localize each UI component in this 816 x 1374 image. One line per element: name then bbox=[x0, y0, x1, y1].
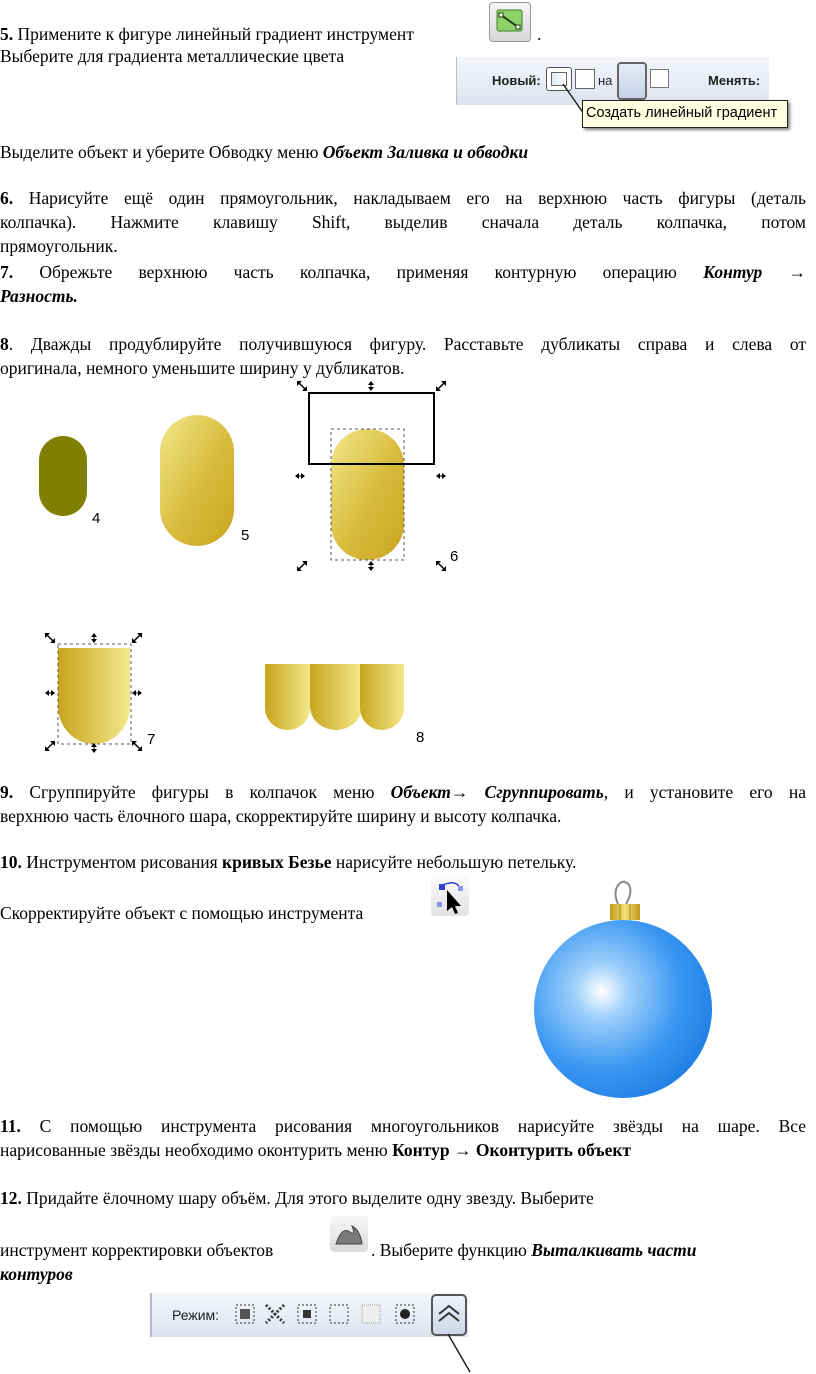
tweak-tool-icon[interactable] bbox=[330, 1216, 368, 1252]
mode-scatter-icon[interactable] bbox=[266, 1305, 284, 1323]
step9-line1: 9. Сгруппируйте фигуры в колпачок меню Объект→ Сгруппировать, и установите его на bbox=[0, 782, 806, 802]
step5-line1 bbox=[0, 22, 414, 46]
gradient-tool-icon[interactable] bbox=[489, 2, 531, 42]
step7-line1: 7. Обрежьте верхнюю часть колпачка, применяя контурную операцию Контур → bbox=[0, 262, 806, 282]
mode-move-icon[interactable] bbox=[236, 1305, 254, 1323]
mode-grow-icon[interactable] bbox=[330, 1305, 348, 1323]
figure-label-7: 7 bbox=[147, 731, 156, 748]
step9-line2: верхнюю часть ёлочного шара, скорректируйте ширину и высоту колпачка. bbox=[0, 806, 562, 826]
step8-line2: оригинала, немного уменьшите ширину у дубликатов. bbox=[0, 358, 405, 378]
step-number: 5. bbox=[0, 24, 14, 44]
node-edit-tool-icon[interactable] bbox=[431, 876, 469, 916]
step5-line2: Выберите для градиента металлические цвета bbox=[0, 46, 345, 66]
mode-rotate-icon[interactable] bbox=[362, 1305, 380, 1323]
step10-line2: Скорректируйте объект с помощью инструмента bbox=[0, 903, 364, 923]
step11-line2: нарисованные звёзды необходимо оконтурить меню Контур → Оконтурить объект bbox=[0, 1140, 632, 1160]
toolbar-new-label: Новый: bbox=[492, 73, 541, 88]
figure-label-8: 8 bbox=[416, 729, 425, 746]
cap-duplicate-left bbox=[265, 664, 310, 730]
figure-label-5: 5 bbox=[241, 527, 250, 544]
stroke-target-button[interactable] bbox=[650, 69, 669, 88]
gold-pill-shape bbox=[160, 415, 234, 546]
step6-line1: 6. Нарисуйте ещё один прямоугольник, накладываем его на верхнюю часть фигуры (деталь bbox=[0, 188, 806, 208]
step6-line2: колпачка). Нажмите клавишу Shift, выделив сначала деталь колпачка, потом bbox=[0, 212, 806, 232]
step10-line1: 10. Инструментом рисования кривых Безье нарисуйте небольшую петельку. bbox=[0, 852, 577, 872]
gradient-target-button[interactable] bbox=[617, 62, 647, 100]
cap-figures bbox=[0, 380, 816, 760]
push-parts-button[interactable] bbox=[431, 1294, 467, 1336]
step5-text: Примените к фигуре линейный градиент инструмент bbox=[17, 24, 414, 44]
step7-line2: Разность. bbox=[0, 286, 78, 306]
olive-pill-shape bbox=[39, 436, 87, 516]
mode-shrink-icon[interactable] bbox=[298, 1305, 316, 1323]
mode-buttons bbox=[232, 1296, 432, 1336]
toolbar-change-label: Менять: bbox=[708, 73, 761, 88]
step12-line1: 12. Придайте ёлочному шару объём. Для этого выделите одну звезду. Выберите bbox=[0, 1188, 594, 1208]
step12-line3: контуров bbox=[0, 1264, 73, 1284]
loop-hanger bbox=[616, 882, 631, 904]
toolbar-on-label: на bbox=[598, 73, 613, 88]
menu-path: Объект Заливка и обводки bbox=[322, 142, 529, 162]
tooltip-text: Создать линейный градиент bbox=[586, 105, 778, 121]
figure-label-6: 6 bbox=[450, 548, 459, 565]
mode-duplicate-icon[interactable] bbox=[396, 1305, 414, 1323]
cut-cap-shape bbox=[58, 648, 130, 744]
step12-line2a: инструмент корректировки объектов bbox=[0, 1240, 274, 1260]
mode-label: Режим: bbox=[172, 1307, 220, 1323]
christmas-ball bbox=[525, 878, 725, 1098]
step8-line1: 8. Дважды продублируйте получившуюся фигуру. Расставьте дубликаты справа и слева от bbox=[0, 334, 806, 354]
figure-label-4: 4 bbox=[92, 510, 101, 527]
gold-pill-selected bbox=[331, 429, 404, 560]
step12-line2b: . Выберите функцию Выталкивать части bbox=[371, 1240, 697, 1260]
ball-sphere bbox=[534, 920, 712, 1098]
period: . bbox=[537, 24, 542, 44]
cap-duplicate-right bbox=[360, 664, 404, 730]
step5-line3: Выделите объект и уберите Обводку меню Объект Заливка и обводки bbox=[0, 142, 529, 162]
step6-line3: прямоугольник. bbox=[0, 236, 118, 256]
ball-cap bbox=[610, 904, 640, 920]
step11-line1: 11. С помощью инструмента рисования многоугольников нарисуйте звёзды на шаре. Все bbox=[0, 1116, 806, 1136]
tooltip bbox=[582, 100, 788, 128]
pointer-line bbox=[448, 1334, 488, 1374]
cap-original bbox=[310, 664, 362, 730]
chevron-up-icon bbox=[433, 1296, 465, 1334]
